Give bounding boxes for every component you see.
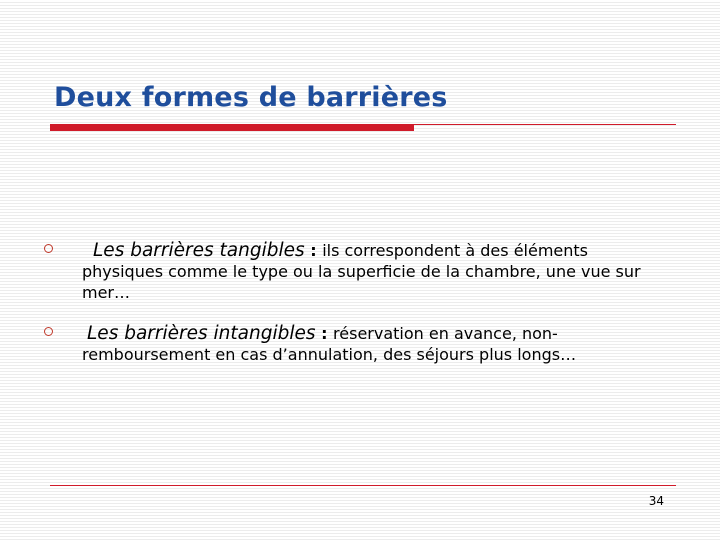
bullet-item-tangibles <box>82 240 642 303</box>
bullet-item-intangibles <box>82 323 642 365</box>
page-number: 34 <box>648 494 664 508</box>
bullet-text: réservation en avance, non-remboursement en cas d’annulation, des séjours plus longs… <box>82 324 577 364</box>
circle-bullet-icon <box>44 244 53 253</box>
bullet-text: ils correspondent à des éléments physiques comme le type ou la superficie de la chambre, une vue sur mer… <box>82 241 641 302</box>
bullet-term: Les barrières intangibles <box>87 323 316 344</box>
footer-rule <box>50 485 676 486</box>
bullet-term: Les barrières tangibles <box>93 240 305 261</box>
bullet-separator: : <box>315 324 334 343</box>
circle-bullet-icon <box>44 327 53 336</box>
bullet-separator: : <box>304 241 323 260</box>
slide-title: Deux formes de barrières <box>54 82 448 113</box>
